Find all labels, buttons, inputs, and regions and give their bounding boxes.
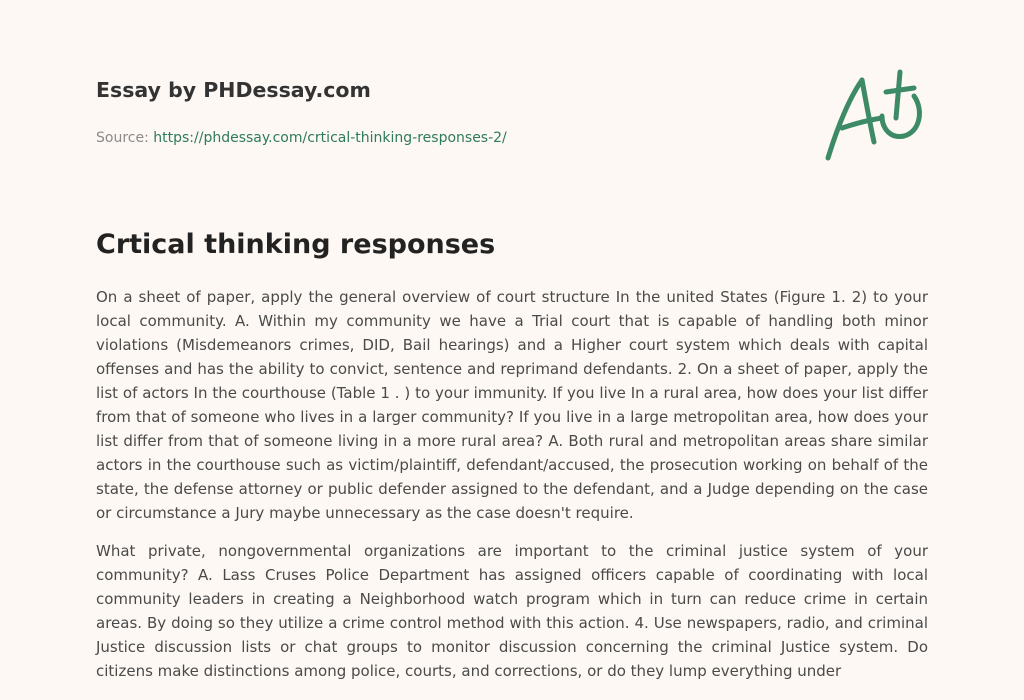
logo-a-left-stroke	[828, 80, 862, 158]
logo-circle-stroke	[882, 96, 919, 136]
source-line	[96, 128, 656, 148]
logo-a-right-stroke	[862, 80, 874, 142]
article-paragraph: What private, nongovernmental organizations are important to the criminal justice system of your community? A. Lass Cruses Police Department has assigned officers capable of coordinating with local community leaders in creating a Neighborhood watch program which in turn can reduce crime in certain areas. By doing so they utilize a crime control method with this action. 4. Use newspapers, radio, and criminal Justice discussion lists or chat groups to monitor discussion concerning the criminal Justice system. Do citizens make distinctions among police, courts, and corrections, or do they lump everything under	[96, 542, 928, 680]
logo-plus-vertical	[896, 72, 900, 118]
a-plus-grade-icon	[820, 66, 930, 166]
site-brand: Essay by PHDessay.com	[96, 78, 371, 102]
source-label: Source:	[96, 130, 149, 146]
article-body	[96, 285, 928, 697]
article-title: Crtical thinking responses	[96, 229, 496, 260]
logo-a-crossbar	[842, 118, 882, 128]
logo-plus-horizontal	[886, 88, 914, 92]
article-paragraph: On a sheet of paper, apply the general overview of court structure In the united States (Figure 1. 2) to your local community. A. Within my community we have a Trial court that is capable of handling both minor violations (Misdemeanors crimes, DID, Bail hearings) and a Higher court system which deals with capital offenses and has the ability to convict, sentence and reprimand defendants. 2. On a sheet of paper, apply the list of actors In the courthouse (Table 1 . ) to your immunity. If you live In a rural area, how does your list differ from that of someone who lives in a larger community? If you live in a large metropolitan area, how does your list differ from that of someone living in a more rural area? A. Both rural and metropolitan areas share similar actors in the courthouse such as victim/plaintiff, defendant/accused, the prosecution working on behalf of the state, the defense attorney or public defender assigned to the defendant, and a Judge depending on the case or circumstance a Jury maybe unnecessary as the case doesn't require.	[96, 288, 928, 522]
source-link[interactable]: https://phdessay.com/crtical-thinking-responses-2/	[153, 130, 507, 146]
page-header	[96, 72, 656, 148]
